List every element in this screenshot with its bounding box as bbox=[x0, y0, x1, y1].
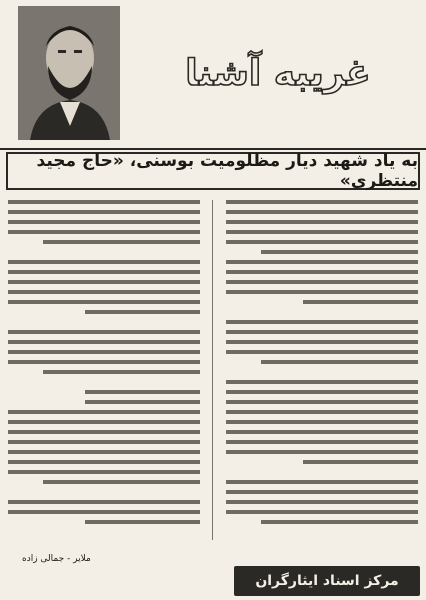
author-byline: ملایر - جمالی زاده bbox=[22, 554, 91, 564]
article-body bbox=[8, 200, 418, 548]
portrait-icon bbox=[18, 6, 120, 140]
article-header bbox=[0, 0, 426, 150]
headline-title: غریبه آشنا bbox=[185, 52, 371, 94]
archive-watermark-stamp: مرکز اسناد ایثارگران bbox=[234, 566, 420, 596]
body-column-left bbox=[8, 200, 200, 548]
body-column-right bbox=[226, 200, 418, 548]
subtitle-banner: به یاد شهید دیار مظلومیت بوسنی، «حاج مجید منتظری» bbox=[6, 152, 420, 190]
martyr-portrait-photo bbox=[18, 6, 120, 140]
